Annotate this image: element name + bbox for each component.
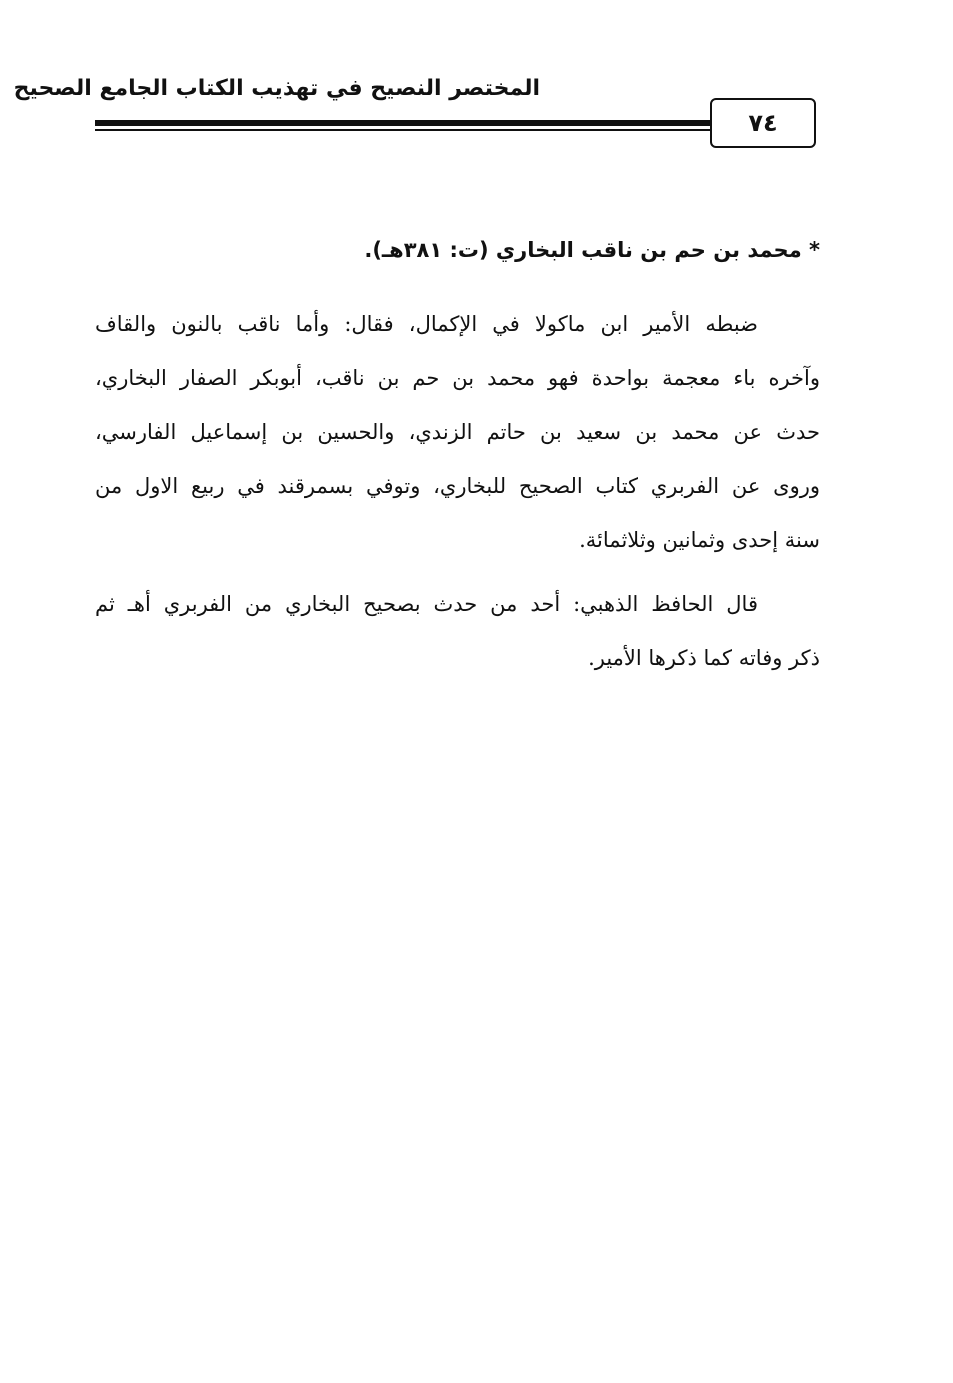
page-content [95,225,820,695]
header-rule-thin [95,129,712,131]
paragraph-line: قال الحافظ الذهبي: أحد من حدث بصحيح البخاري من الفربري أهـ ثم [95,592,758,616]
paragraph-line: ذكر وفاته كما ذكرها الأمير. [588,646,820,670]
entry-heading: * محمد بن حم بن ناقب البخاري (ت: ٣٨١هـ). [364,238,820,262]
paragraph-line: وآخره باء معجمة بواحدة فهو محمد بن حم بن ناقب، أبوبكر الصفار البخاري، [95,366,820,390]
page-number: ٧٤ [748,109,778,137]
paragraph-line: وروى عن الفربري كتاب الصحيح للبخاري، وتوفي بسمرقند في ربيع الاول من [95,474,820,498]
paragraph-line: سنة إحدى وثمانين وثلاثمائة. [579,528,820,552]
header-rule-thick [95,120,712,126]
running-title: المختصر النصيح في تهذيب الكتاب الجامع الصحيح [13,76,540,101]
paragraph-line: ضبطه الأمير ابن ماكولا في الإكمال، فقال: وأما ناقب بالنون والقاف [95,312,758,336]
paragraph-line: حدث عن محمد بن سعيد بن حاتم الزندي، والحسين بن إسماعيل الفارسي، [95,420,820,444]
paragraph-dhahabi-quote [95,577,820,685]
page-number-box [710,98,816,148]
paragraph-biography [95,297,820,567]
